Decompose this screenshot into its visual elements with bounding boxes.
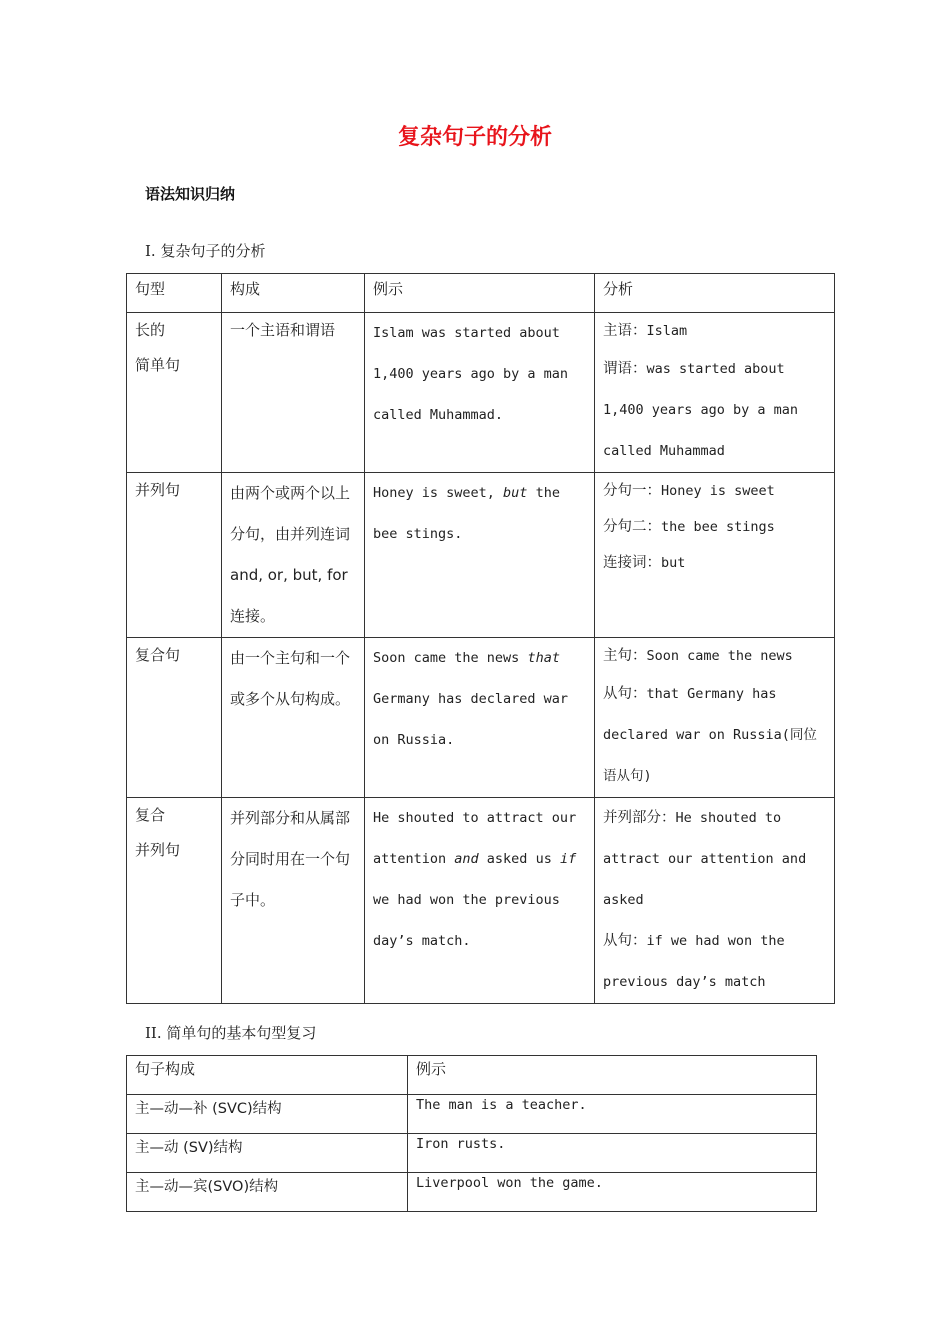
analysis-label: 分句一： <box>603 483 661 499</box>
type-line: 简单句 <box>135 356 181 374</box>
table-row <box>127 638 835 798</box>
example-cell: Iron rusts. <box>408 1134 817 1173</box>
type-cell <box>127 313 222 473</box>
section-heading: 语法知识归纳 <box>145 185 236 203</box>
header-cell: 构成 <box>222 274 365 313</box>
example-italic: that <box>527 650 560 666</box>
analysis-line <box>603 674 826 797</box>
example-cell: Liverpool won the game. <box>408 1173 817 1212</box>
table-row <box>127 313 835 473</box>
section-1-label: I. 复杂句子的分析 <box>145 242 266 260</box>
type-line: 复合 <box>135 806 166 824</box>
example-cell: The man is a teacher. <box>408 1095 817 1134</box>
analysis-line <box>603 349 826 472</box>
type-cell: 复合句 <box>127 638 222 798</box>
form-cell: 由一个主句和一个或多个从句构成。 <box>222 638 365 798</box>
example-italic: and <box>454 851 479 867</box>
form-cell: 主—动—补 (SVC)结构 <box>127 1095 408 1134</box>
analysis-label: 主句： <box>603 648 647 664</box>
analysis-text: but <box>661 555 686 571</box>
example-text: Honey is sweet, <box>373 485 504 501</box>
table-header-row <box>127 1056 817 1095</box>
document-title: 复杂句子的分析 <box>397 125 552 150</box>
example-text: asked us <box>478 851 560 867</box>
section-2-label: II. 简单句的基本句型复习 <box>145 1024 317 1042</box>
form-cell: 一个主语和谓语 <box>222 313 365 473</box>
form-cell: 由两个或两个以上分句，由并列连词and, or, but, for连接。 <box>222 473 365 638</box>
analysis-cell <box>595 313 835 473</box>
analysis-label: 从句： <box>603 686 647 702</box>
example-cell <box>365 638 595 798</box>
table-row <box>127 473 835 638</box>
form-cell: 主—动 (SV)结构 <box>127 1134 408 1173</box>
example-italic: but <box>503 485 528 501</box>
analysis-text: that Germany has declared war on Russia(同位语从句) <box>603 686 817 784</box>
analysis-label: 谓语： <box>603 361 647 377</box>
table-row <box>127 798 835 1004</box>
analysis-line <box>603 473 826 509</box>
analysis-label: 并列部分： <box>603 810 676 826</box>
analysis-text: if we had won the previous day’s match <box>603 933 785 990</box>
example-text: we had won the previous day’s match. <box>373 892 560 949</box>
form-cell: 并列部分和从属部分同时用在一个句子中。 <box>222 798 365 1004</box>
analysis-text: Islam <box>646 323 688 339</box>
analysis-text: Honey is sweet <box>661 483 775 499</box>
analysis-line <box>603 798 826 921</box>
example-text: Soon came the news <box>373 650 528 666</box>
table-header-row <box>127 274 835 313</box>
analysis-cell <box>595 798 835 1004</box>
analysis-cell <box>595 638 835 798</box>
example-text: Germany has declared war on Russia. <box>373 691 569 748</box>
type-line: 并列句 <box>135 841 181 859</box>
header-cell: 句子构成 <box>127 1056 408 1095</box>
table-row <box>127 1134 817 1173</box>
analysis-line <box>603 921 826 1003</box>
table-row <box>127 1173 817 1212</box>
analysis-line <box>603 509 826 545</box>
table-row <box>127 1095 817 1134</box>
example-cell <box>365 798 595 1004</box>
analysis-text: Soon came the news <box>646 648 793 664</box>
example-text: He shouted to attract our attention <box>373 810 577 867</box>
analysis-line <box>603 545 826 581</box>
example-italic: if <box>559 851 577 867</box>
analysis-cell <box>595 473 835 638</box>
type-cell <box>127 798 222 1004</box>
analysis-text: He shouted to attract our attention and asked <box>603 810 807 908</box>
analysis-line <box>603 638 826 674</box>
header-cell: 分析 <box>595 274 835 313</box>
analysis-label: 连接词： <box>603 555 661 571</box>
analysis-label: 分句二： <box>603 519 661 535</box>
analysis-label: 主语： <box>603 323 647 339</box>
type-line: 长的 <box>135 321 166 339</box>
header-cell: 例示 <box>365 274 595 313</box>
analysis-label: 从句： <box>603 933 647 949</box>
analysis-line <box>603 313 826 349</box>
complex-sentence-table <box>126 273 835 1004</box>
example-text: the bee stings. <box>373 485 560 542</box>
analysis-text: the bee stings <box>661 519 775 535</box>
simple-sentence-table <box>126 1055 817 1212</box>
header-cell: 句型 <box>127 274 222 313</box>
example-cell <box>365 473 595 638</box>
analysis-text: was started about 1,400 years ago by a man called Muhammad <box>603 361 799 459</box>
form-cell: 主—动—宾(SVO)结构 <box>127 1173 408 1212</box>
example-cell: Islam was started about 1,400 years ago by a man called Muhammad. <box>365 313 595 473</box>
header-cell: 例示 <box>408 1056 817 1095</box>
type-cell: 并列句 <box>127 473 222 638</box>
